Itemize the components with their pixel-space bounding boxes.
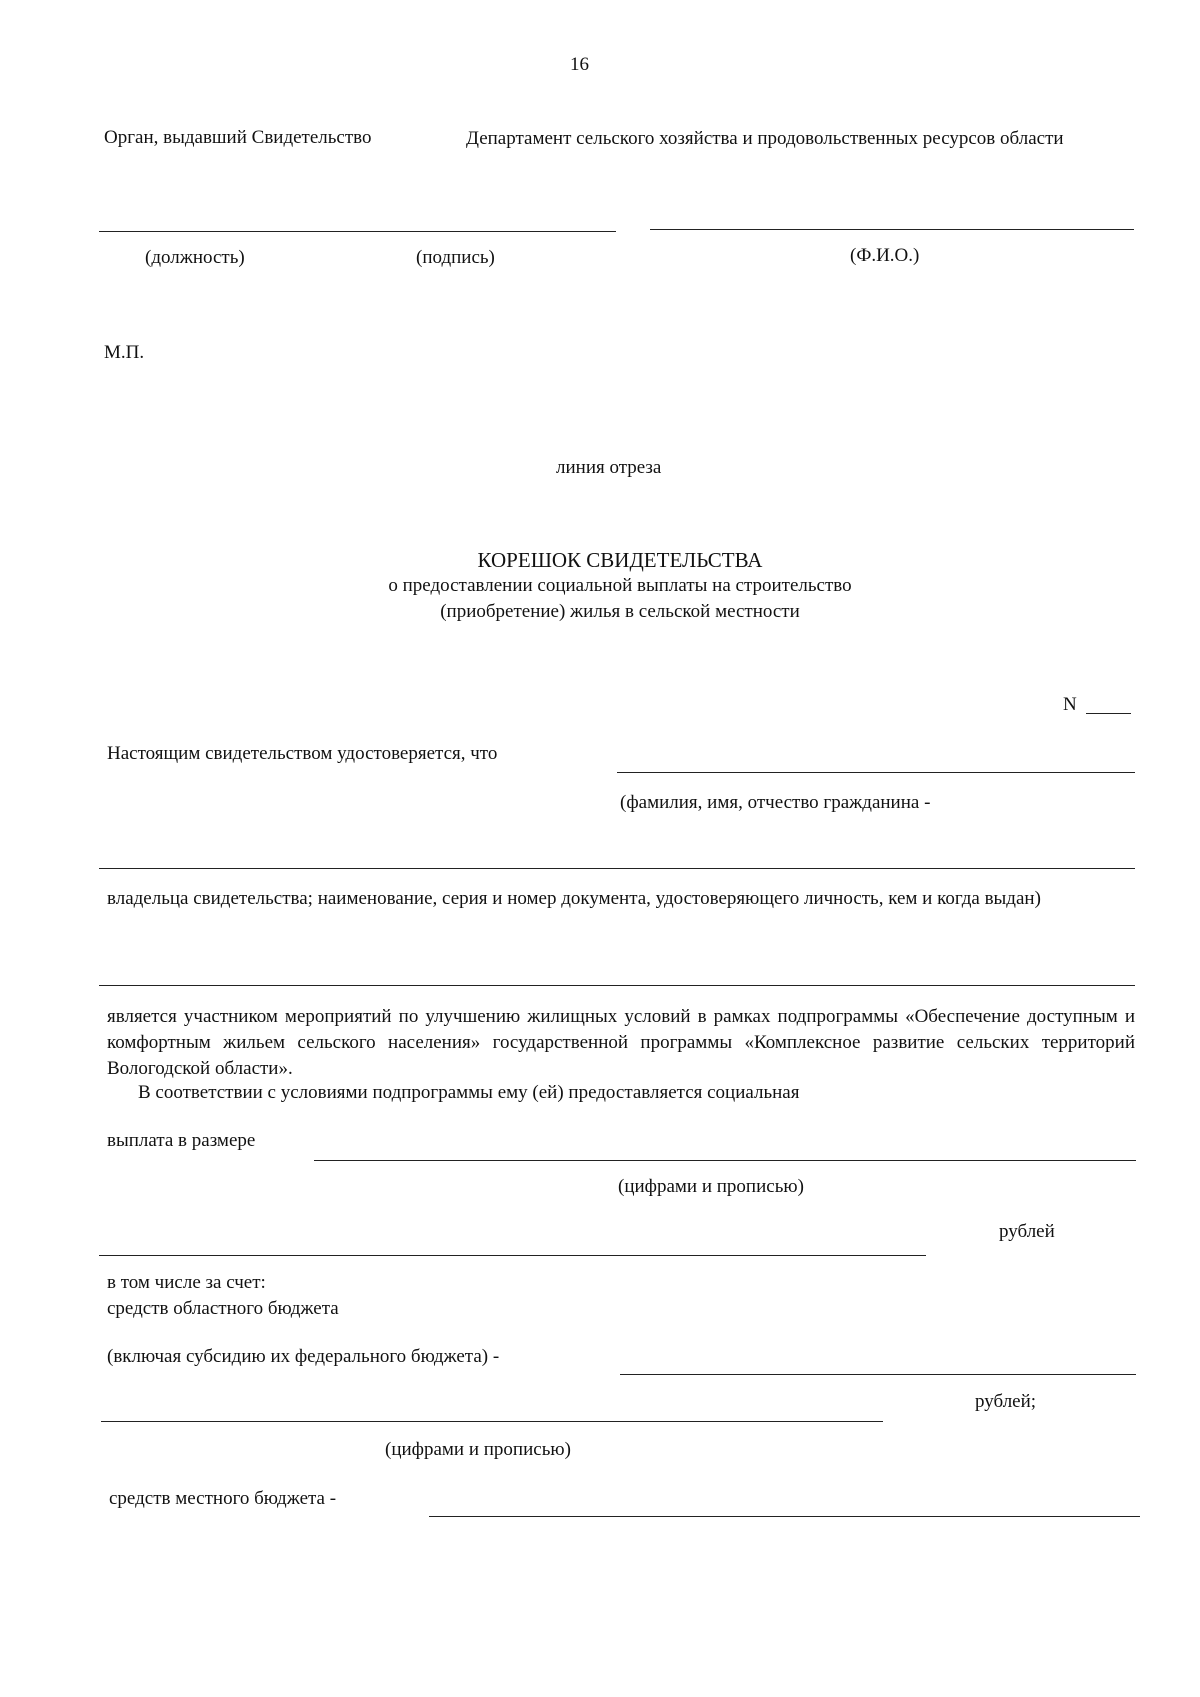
name-line: [650, 229, 1134, 230]
federal-subsidy-label: (включая субсидию их федерального бюджета) -: [107, 1346, 500, 1367]
stub-subtitle-2: (приобретение) жилья в сельской местности: [440, 601, 800, 622]
including-label: в том числе за счет:: [107, 1272, 266, 1293]
holder-hint-2: владельца свидетельства; наименование, серия и номер документа, удостоверяющего личность, кем и когда выдан): [107, 888, 1041, 909]
holder-document-line: [99, 985, 1135, 986]
sign-label: (подпись): [416, 247, 495, 268]
payment-label: выплата в размере: [107, 1130, 256, 1151]
position-label: (должность): [145, 247, 245, 268]
amount-hint-2: (цифрами и прописью): [385, 1439, 571, 1460]
local-budget-label: средств местного бюджета -: [109, 1488, 337, 1509]
holder-name-line: [617, 772, 1135, 773]
payment-words-line: [99, 1255, 926, 1256]
stamp-place: М.П.: [104, 342, 145, 363]
payment-amount-line: [314, 1160, 1136, 1161]
cut-line-label: линия отреза: [556, 457, 662, 478]
position-signature-line: [99, 231, 616, 232]
stub-subtitle-1: о предоставлении социальной выплаты на строительство: [388, 575, 852, 596]
rubles-semicolon-label: рублей;: [975, 1391, 1037, 1412]
holder-details-line: [99, 868, 1135, 869]
stub-title: КОРЕШОК СВИДЕТЕЛЬСТВА: [477, 548, 763, 572]
regional-words-line: [101, 1421, 883, 1422]
amount-hint: (цифрами и прописью): [618, 1176, 804, 1197]
certificate-number-label: N: [1063, 694, 1077, 715]
name-label: (Ф.И.О.): [850, 245, 920, 266]
holder-hint-1: (фамилия, имя, отчество гражданина -: [620, 792, 931, 813]
issuer-value: Департамент сельского хозяйства и продовольственных ресурсов области: [466, 128, 1064, 149]
regional-amount-line: [620, 1374, 1136, 1375]
certifies-text: Настоящим свидетельством удостоверяется, что: [107, 743, 498, 764]
regional-budget-label: средств областного бюджета: [107, 1298, 339, 1319]
local-budget-line: [429, 1516, 1140, 1517]
issuer-label: Орган, выдавший Свидетельство: [104, 127, 372, 148]
rubles-label: рублей: [999, 1221, 1055, 1242]
participant-text: является участником мероприятий по улучшению жилищных условий в рамках подпрограммы «Обеспечение доступным и комфортным жильем сельского населения» государственной программы «Комплексное развитие сельских территорий Вологодской области».: [107, 1006, 1135, 1079]
accordance-text: В соответствии с условиями подпрограммы ему (ей) предоставляется социальная: [138, 1082, 800, 1103]
page-number: 16: [570, 54, 589, 75]
certificate-number-line: [1086, 713, 1131, 714]
